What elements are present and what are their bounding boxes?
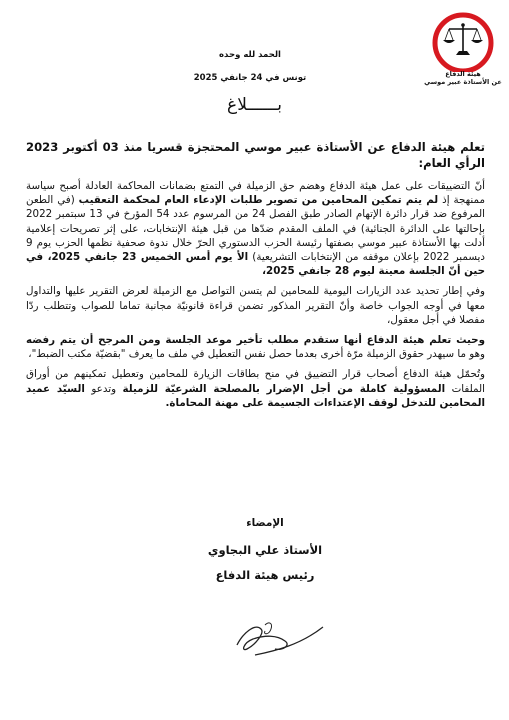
header-praise: الحمد لله وحده: [219, 50, 281, 60]
paragraph-4-part-c: وتدعو: [84, 382, 123, 395]
paragraph-2: وفي إطار تحديد عدد الزيارات اليومية للمحامين لم يتسن التواصل مع الزميلة لعرض التقرير عليها والتداول معها في أوجه الجواب خاصة وأنّ التقرير المذكور تضمن قراءة قانونيّة مجانبة تماما للصواب وتتطلب ردّا مفصلا في أجل معقول،: [26, 285, 485, 326]
signatory-role: رئيس هيئة الدفاع: [215, 568, 315, 582]
paragraph-1-part-c: (في الطعن المرفوع ضد قرار دائرة الإتهام الصادر طبق الفصل 24 من المرسوم عدد 54 المؤرخ في 13 سبتمبر 2022 بإحالتها على الدائرة الجنائية) في الملف المقدم ضدّها من قبل هيئة الإنتخابات، على إثر تصريحات إعلامية أدلت بها الأستاذة عبير موسي بصفتها رئيسة الحزب الدستوري الحرّ خلال ندوة صحفية نظمها الحزب يوم 9 ديسمبر 2022 بإعلان موقفه من الإنتخابات التشريعية): [26, 194, 486, 264]
paragraph-1-bold-b: لم يتم تمكين المحامين من تصوير طلبات الإدعاء العام لمحكمة التعقيب: [78, 194, 439, 207]
handwritten-signature: [225, 605, 330, 660]
paragraph-1-bold-d: الأ يوم أمس الخميس 23 جانفي 2025، في حين أنّ الجلسة معينة ليوم 28 جانفي 2025،: [26, 251, 485, 278]
paragraph-3: [26, 333, 485, 361]
signature-label: الإمضاء: [246, 517, 284, 529]
paragraph-4: [26, 367, 485, 410]
header-date: تونس في 24 جانفي 2025: [193, 73, 307, 83]
logo-caption: [418, 70, 508, 86]
paragraph-4-bold-b: المسؤولية كاملة من أجل الإضرار بالمصلحة الشرعيّة للزميلة: [122, 382, 446, 395]
logo-name-line2: عن الأستاذة عبير موسي: [424, 78, 502, 86]
paragraph-3-bold-a: وحيث تعلم هيئة الدفاع أنها ستقدم مطلب تأخير موعد الجلسة ومن المرجح أن يتم رفضه: [26, 334, 485, 347]
page-title: بــــــلاغ: [227, 95, 282, 115]
paragraph-1: [26, 179, 485, 278]
signatory-name: الأستاذ علي البجاوي: [207, 543, 323, 557]
statement-body: [26, 139, 485, 416]
logo-name-line1: هيئة الدفاع: [445, 70, 481, 78]
paragraph-4-bold-d: السيّد عميد المحامين للتدخل لوقف الإعتداءات الجسيمة على مهنة المحاماة.: [26, 382, 485, 409]
scales-of-justice-icon: [425, 10, 501, 72]
statement-intro: تعلم هيئة الدفاع عن الأستاذة عبير موسي المحتجزة قسريا منذ 03 أكتوبر 2023 الرأي العام:: [26, 140, 485, 170]
paragraph-3-part-b: وهو ما سيهدر حقوق الزميلة مرّة أخرى بعدما حصل نفس التعطيل في ملف ما يعرف "بقضيّة مكتب الضبط"،: [28, 348, 485, 361]
paragraph-4-part-a: وتُحمّل هيئة الدفاع أصحاب قرار التضييق في منح بطاقات الزيارة للمحامين وتعطيل تمكينهم من أوراق الملفات: [26, 368, 485, 395]
paragraph-1-part-a: أنّ التضييقات على عمل هيئة الدفاع وهضم حق الزميلة في التمتع بضمانات المحاكمة العادلة أصبح سياسة ممنهجة إذ: [26, 180, 486, 207]
